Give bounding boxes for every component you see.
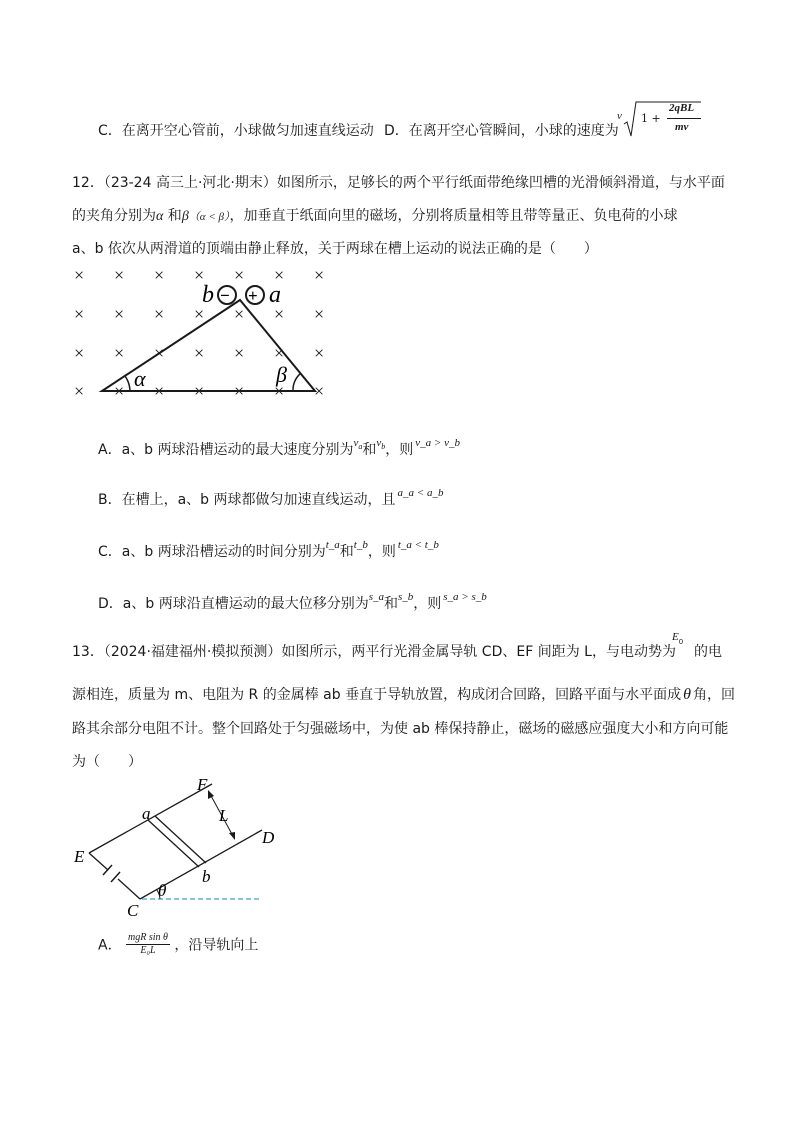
rod-ab-edge1 <box>148 820 199 867</box>
q13-stem-line2: 源相连，质量为 m、电阻为 R 的金属棒 ab 垂直于导轨放置，构成闭合回路，回路平面与水平面成 θ 角，回 <box>72 686 735 703</box>
q12-stem-line3: a、b 依次从两滑道的顶端由静止释放，关于两球在槽上运动的说法正确的是（ ） <box>72 241 598 257</box>
cross-icon: × <box>114 381 125 401</box>
cross-icon: × <box>234 265 245 285</box>
q13-e0-symbol: $E_0$ <box>672 631 684 646</box>
q13-figure <box>72 772 282 922</box>
ball-a-label: a <box>269 282 281 308</box>
alpha-label: α <box>134 366 146 391</box>
angle-beta-arc <box>293 373 301 391</box>
q12-option-a: A．a、b 两球沿槽运动的最大速度分别为$^{v_a}$和$^{v_b}$，则 $^{v\_a > v\_b}$ <box>98 437 460 458</box>
cross-icon: × <box>194 381 205 401</box>
ball-b-label: b <box>202 282 214 308</box>
q12-option-b: B．在槽上，a、b 两球都做匀加速直线运动，且 $^{a\_a < a\_b}$ <box>98 487 444 508</box>
cross-icon: × <box>154 343 165 363</box>
q12-option-c: C．a、b 两球沿槽运动的时间分别为$^{t\_a}$和$^{t\_b}$，则 $^{t\_a < t\_b}$ <box>98 539 439 560</box>
cross-icon: × <box>114 265 125 285</box>
q13-stem-line1: 13．（2024·福建福州·模拟预测）如图所示，两平行光滑金属导轨 CD、EF 间距为 L，与电动势为 <box>72 644 676 660</box>
q13-stem-line1-end: 的电 <box>694 644 722 660</box>
q13-option-a: A． $\frac{\text{mgR sin θ}}{\text{E₀L}}$ ，沿导轨向上 <box>98 932 259 956</box>
cross-icon: × <box>274 304 285 324</box>
label-theta: θ <box>158 881 167 900</box>
cross-icon: × <box>314 343 325 363</box>
cross-icon: × <box>74 381 85 401</box>
label-b: b <box>202 867 211 886</box>
cross-icon: × <box>154 381 165 401</box>
q11-option-c: C．在离开空心管前，小球做匀加速直线运动 <box>98 123 374 139</box>
cross-icon: × <box>274 343 285 363</box>
plus-sign: + <box>248 286 258 305</box>
cross-icon: × <box>274 265 285 285</box>
label-d: D <box>262 828 275 847</box>
q13-stem-line4: 为（ ） <box>72 754 142 770</box>
battery-plate-short <box>111 872 120 882</box>
connector-e-source <box>89 853 108 870</box>
cross-icon: × <box>314 304 325 324</box>
label-a: a <box>142 804 151 823</box>
q12-stem-line2: 的夹角分别为α 和β（α < β），加垂直于纸面向里的磁场，分别将质量相等且带等量正、负电荷的小球 <box>72 208 678 224</box>
q11-option-d: D．在离开空心管瞬间，小球的速度为 <box>384 123 619 139</box>
label-c: C <box>127 901 139 920</box>
cross-icon: × <box>194 343 205 363</box>
cross-icon: × <box>114 304 125 324</box>
cross-icon: × <box>234 343 245 363</box>
q13-stem-line3: 路其余部分电阻不计。整个回路处于匀强磁场中，为使 ab 棒保持静止，磁场的磁感应强度大小和方向可能 <box>72 721 729 737</box>
cross-icon: × <box>74 265 85 285</box>
minus-sign: − <box>220 286 230 305</box>
connector-source-c <box>118 879 140 899</box>
cross-icon: × <box>154 265 165 285</box>
cross-icon: × <box>114 343 125 363</box>
q12-figure <box>70 262 330 402</box>
cross-icon: × <box>154 304 165 324</box>
cross-icon: × <box>314 381 325 401</box>
cross-icon: × <box>314 265 325 285</box>
cross-icon: × <box>234 381 245 401</box>
l-arrow-head-bottom <box>229 832 235 840</box>
rail-ef <box>89 784 212 853</box>
rod-ab-edge2 <box>155 816 206 863</box>
cross-icon: × <box>74 304 85 324</box>
cross-icon: × <box>74 343 85 363</box>
beta-label: β <box>276 362 287 387</box>
l-arrow-head-top <box>208 790 214 799</box>
cross-icon: × <box>194 265 205 285</box>
label-l: L <box>219 806 229 825</box>
q11-option-d-formula: v 1 + 2qBL mv <box>617 100 707 140</box>
label-e: E <box>74 847 85 866</box>
cross-icon: × <box>194 304 205 324</box>
q12-stem-line1: 12．（23-24 高三上·河北·期末）如图所示，足够长的两个平行纸面带绝缘凹槽的光滑倾斜滑道，与水平面 <box>72 175 725 191</box>
angle-alpha-arc <box>125 376 130 391</box>
fraction-bar <box>667 118 701 119</box>
q12-option-d: D．a、b 两球沿直槽运动的最大位移分别为$^{s\_a}$和$^{s\_b}$，则 $^{s\_a > s\_b}$ <box>98 591 487 612</box>
label-f: F <box>197 775 208 794</box>
cross-icon: × <box>274 381 285 401</box>
q13-option-a-fraction: $\frac{\text{mgR sin θ}}{\text{E₀L}}$ <box>128 932 168 956</box>
cross-icon: × <box>234 304 245 324</box>
